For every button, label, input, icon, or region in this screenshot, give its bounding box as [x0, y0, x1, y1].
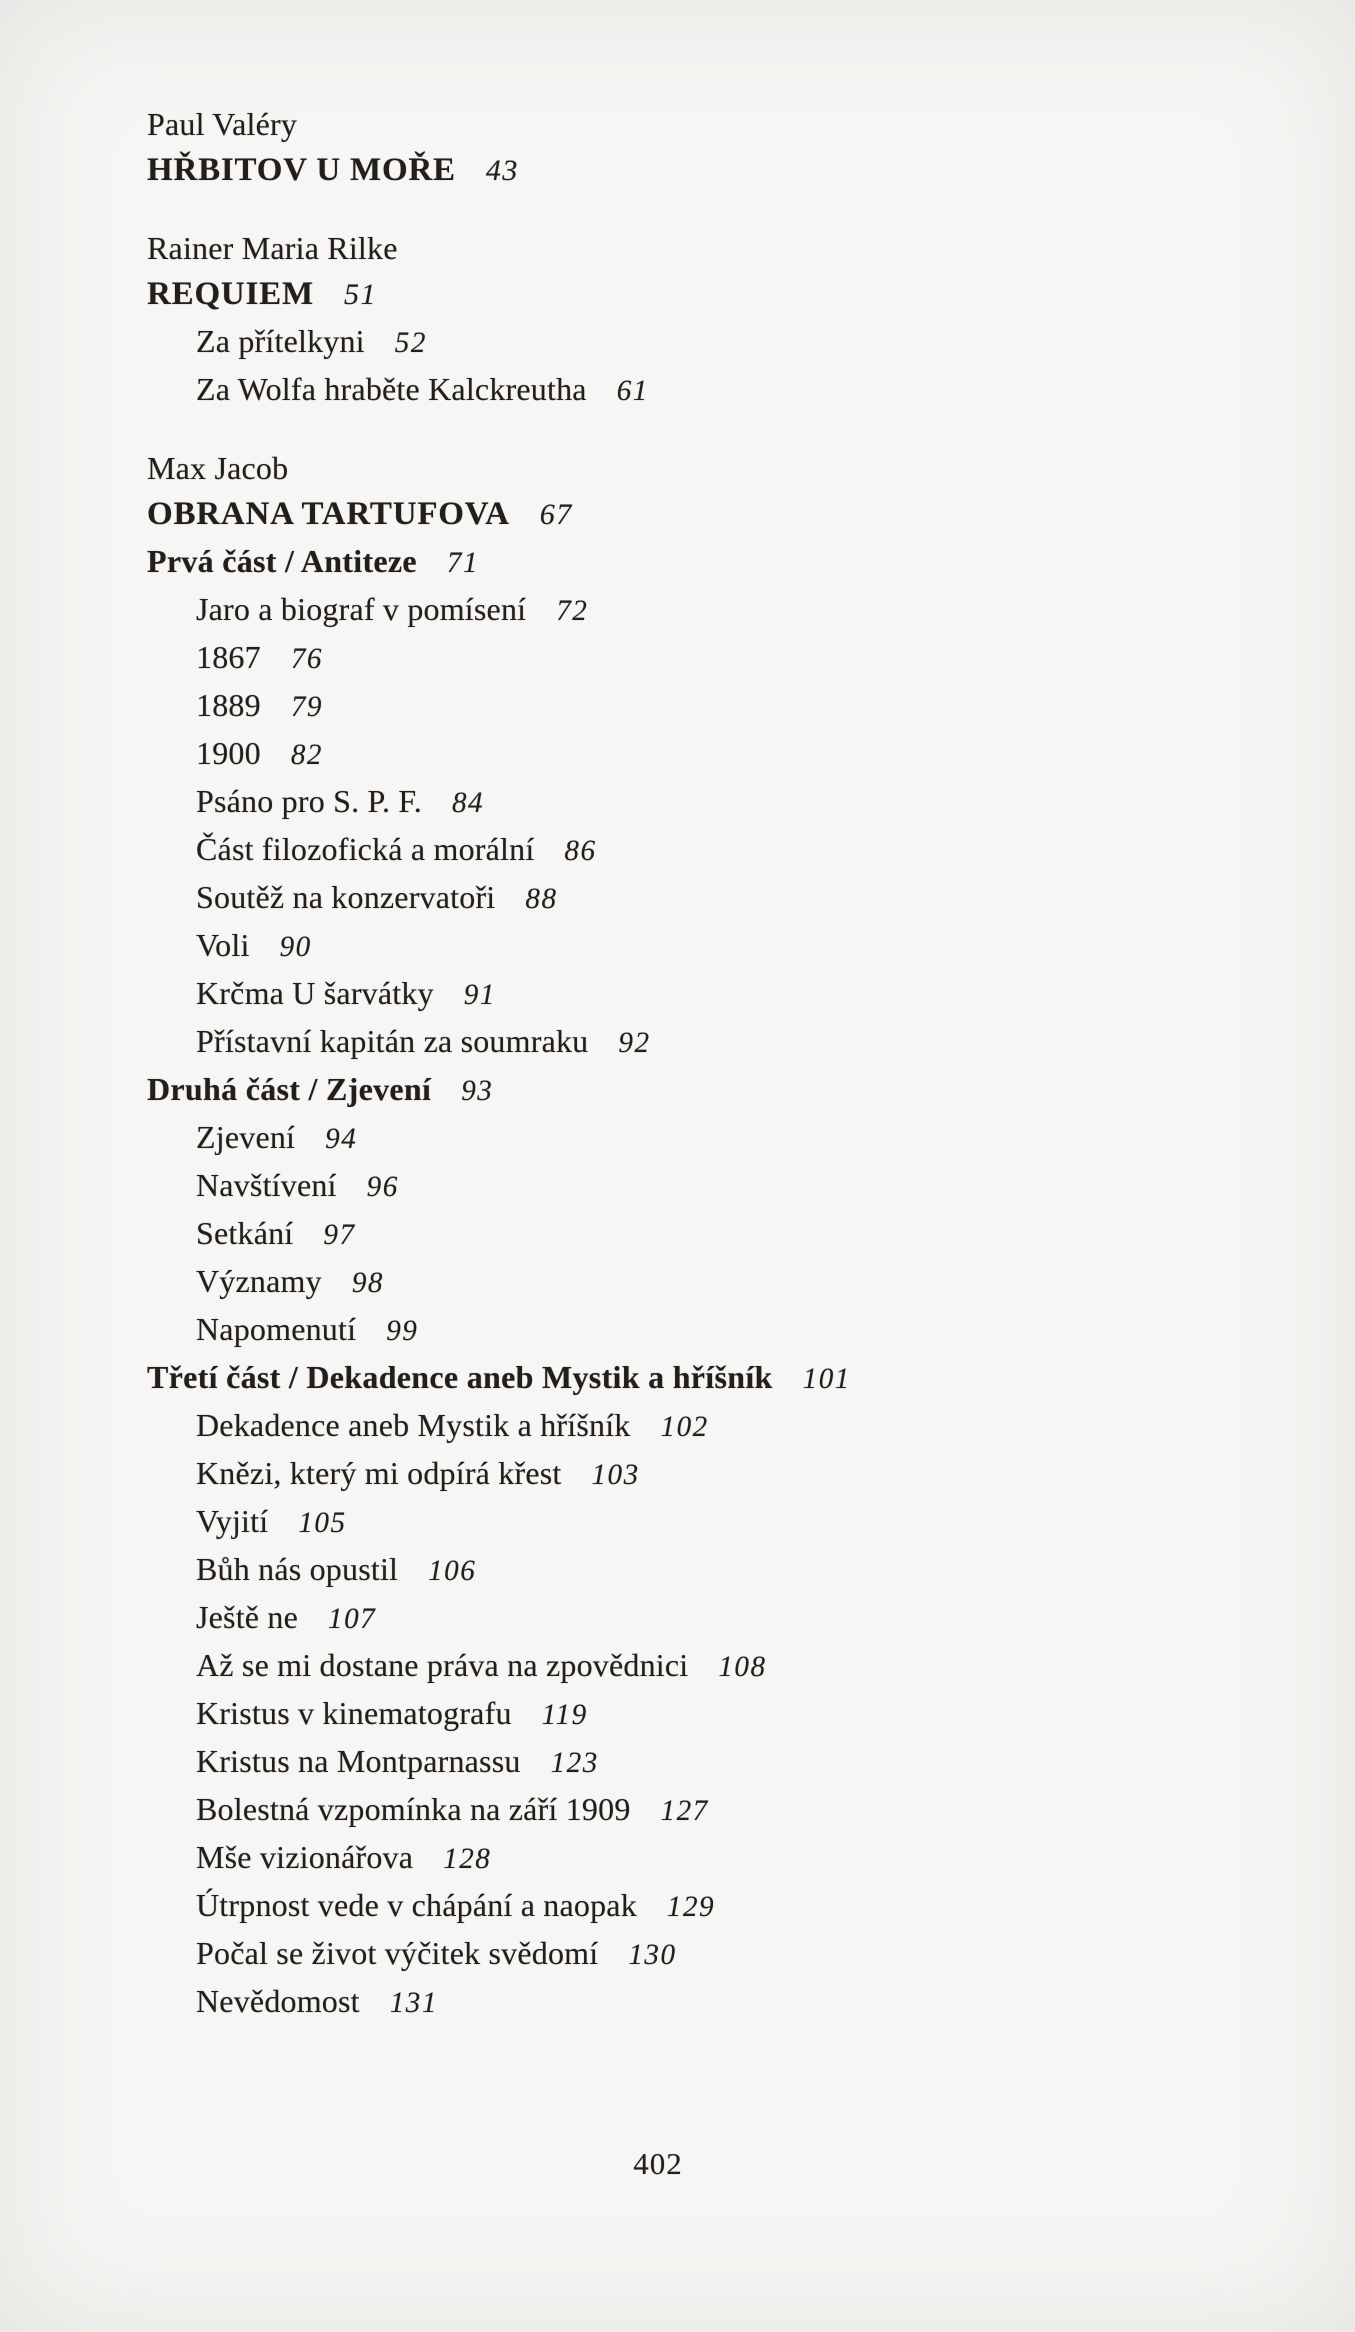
toc-entry-pagenum: 79 — [290, 691, 323, 723]
toc-entry-label: Přístavní kapitán za soumraku — [196, 1023, 589, 1059]
toc-entry-pagenum: 127 — [660, 1795, 709, 1827]
toc-entry-label: Nevědomost — [196, 1983, 360, 2019]
toc-entry-item — [147, 1498, 1307, 1546]
toc-entry-label: Psáno pro S. P. F. — [196, 783, 422, 819]
toc-entry-label: Paul Valéry — [147, 106, 298, 142]
toc-entry-pagenum: 119 — [541, 1699, 588, 1731]
toc-entry-pagenum: 98 — [351, 1267, 384, 1299]
toc-entry-label: Útrpnost vede v chápání a naopak — [196, 1887, 637, 1923]
toc-entry-item — [147, 1978, 1307, 2026]
toc-entry-item — [147, 970, 1307, 1018]
toc-entry-section — [147, 1354, 1307, 1402]
toc-entry-item — [147, 1162, 1307, 1210]
toc-entry-label: Kristus v kinematografu — [196, 1695, 512, 1731]
toc-entry-label: Za přítelkyni — [196, 323, 365, 359]
toc-entry-label: Bolestná vzpomínka na září 1909 — [196, 1791, 631, 1827]
toc-entry-label: Krčma U šarvátky — [196, 975, 434, 1011]
toc-entry-pagenum: 84 — [452, 787, 485, 819]
toc-entry-pagenum: 91 — [463, 979, 496, 1011]
toc-entry-title — [147, 271, 1307, 318]
toc-entry-pagenum: 86 — [564, 835, 597, 867]
toc-entry-pagenum: 97 — [323, 1219, 356, 1251]
toc-entry-label: OBRANA TARTUFOVA — [147, 496, 510, 532]
toc-entry-title — [147, 147, 1307, 194]
toc-entry-pagenum: 72 — [556, 595, 589, 627]
toc-entry-label: Významy — [196, 1263, 322, 1299]
toc-entry-label: Napomenutí — [196, 1311, 357, 1347]
toc-entry-pagenum: 102 — [660, 1411, 709, 1443]
toc-entry-label: Počal se život výčitek svědomí — [196, 1935, 599, 1971]
toc-entry-section — [147, 538, 1307, 586]
toc-entry-pagenum: 99 — [386, 1315, 419, 1347]
toc-entry-pagenum: 76 — [290, 643, 323, 675]
table-of-contents — [147, 101, 1307, 2026]
toc-entry-pagenum: 88 — [525, 883, 558, 915]
toc-entry-label: Max Jacob — [147, 450, 289, 486]
toc-entry-item — [147, 1306, 1307, 1354]
toc-entry-pagenum: 52 — [394, 327, 427, 359]
toc-entry-pagenum: 130 — [628, 1939, 677, 1971]
toc-entry-label: Vyjití — [196, 1503, 269, 1539]
toc-entry-label: Setkání — [196, 1215, 294, 1251]
toc-entry-item — [147, 1738, 1307, 1786]
toc-entry-item — [147, 586, 1307, 634]
page-number: 402 — [633, 2146, 683, 2181]
toc-spacer — [147, 414, 1307, 445]
toc-entry-label: Zjevení — [196, 1119, 296, 1155]
toc-entry-item — [147, 1114, 1307, 1162]
toc-entry-label: Třetí část / Dekadence aneb Mystik a hříšník — [147, 1359, 773, 1395]
toc-entry-item — [147, 1402, 1307, 1450]
toc-entry-item — [147, 1834, 1307, 1882]
toc-entry-label: Navštívení — [196, 1167, 337, 1203]
toc-entry-title — [147, 491, 1307, 538]
toc-entry-pagenum: 105 — [298, 1507, 347, 1539]
toc-entry-label: HŘBITOV U MOŘE — [147, 152, 456, 188]
toc-entry-item — [147, 682, 1307, 730]
toc-entry-item — [147, 1690, 1307, 1738]
toc-entry-item — [147, 366, 1307, 414]
toc-entry-label: Část filozofická a morální — [196, 831, 535, 867]
toc-entry-pagenum: 101 — [802, 1363, 851, 1395]
toc-entry-pagenum: 128 — [443, 1843, 492, 1875]
toc-entry-item — [147, 1210, 1307, 1258]
toc-entry-label: Jaro a biograf v pomísení — [196, 591, 527, 627]
toc-entry-item — [147, 1786, 1307, 1834]
toc-entry-item — [147, 1018, 1307, 1066]
toc-entry-item — [147, 874, 1307, 922]
toc-entry-label: Knězi, který mi odpírá křest — [196, 1455, 562, 1491]
toc-entry-item — [147, 318, 1307, 366]
toc-entry-label: Mše vizionářova — [196, 1839, 414, 1875]
toc-entry-pagenum: 96 — [366, 1171, 399, 1203]
toc-entry-label: Soutěž na konzervatoři — [196, 879, 496, 915]
toc-entry-pagenum: 131 — [389, 1987, 438, 2019]
toc-entry-item — [147, 1450, 1307, 1498]
toc-entry-label: Až se mi dostane práva na zpovědnici — [196, 1647, 689, 1683]
toc-entry-item — [147, 826, 1307, 874]
toc-entry-label: 1889 — [196, 687, 261, 723]
toc-spacer — [147, 194, 1307, 225]
toc-entry-item — [147, 778, 1307, 826]
toc-entry-label: Prvá část / Antiteze — [147, 543, 417, 579]
toc-entry-pagenum: 107 — [328, 1603, 377, 1635]
toc-entry-label: Ještě ne — [196, 1599, 299, 1635]
toc-entry-pagenum: 103 — [591, 1459, 640, 1491]
toc-entry-label: Kristus na Montparnassu — [196, 1743, 521, 1779]
toc-entry-section — [147, 1066, 1307, 1114]
toc-entry-item — [147, 730, 1307, 778]
toc-entry-pagenum: 82 — [290, 739, 323, 771]
toc-entry-pagenum: 90 — [279, 931, 312, 963]
toc-entry-pagenum: 51 — [343, 278, 377, 311]
toc-entry-item — [147, 1594, 1307, 1642]
toc-entry-author — [147, 225, 1307, 271]
toc-entry-item — [147, 1930, 1307, 1978]
toc-entry-label: 1900 — [196, 735, 261, 771]
toc-entry-label: Za Wolfa hraběte Kalckreutha — [196, 371, 587, 407]
toc-entry-label: Bůh nás opustil — [196, 1551, 399, 1587]
toc-entry-label: Voli — [196, 927, 250, 963]
toc-entry-pagenum: 123 — [550, 1747, 599, 1779]
toc-entry-item — [147, 1882, 1307, 1930]
toc-entry-label: Druhá část / Zjevení — [147, 1071, 432, 1107]
toc-entry-item — [147, 1642, 1307, 1690]
toc-entry-author — [147, 101, 1307, 147]
toc-entry-pagenum: 92 — [618, 1027, 651, 1059]
toc-entry-pagenum: 93 — [461, 1075, 494, 1107]
toc-entry-label: 1867 — [196, 639, 261, 675]
toc-entry-item — [147, 1258, 1307, 1306]
toc-entry-pagenum: 94 — [325, 1123, 358, 1155]
toc-entry-pagenum: 71 — [446, 547, 480, 579]
toc-entry-pagenum: 67 — [539, 498, 573, 531]
toc-entry-label: Dekadence aneb Mystik a hříšník — [196, 1407, 631, 1443]
toc-entry-pagenum: 129 — [666, 1891, 716, 1923]
toc-entry-item — [147, 634, 1307, 682]
toc-entry-label: REQUIEM — [147, 276, 314, 312]
toc-entry-label: Rainer Maria Rilke — [147, 230, 398, 266]
toc-entry-pagenum: 108 — [718, 1651, 767, 1683]
toc-entry-item — [147, 1546, 1307, 1594]
toc-entry-pagenum: 61 — [616, 375, 649, 407]
toc-entry-author — [147, 445, 1307, 491]
toc-entry-pagenum: 43 — [485, 154, 519, 187]
toc-entry-item — [147, 922, 1307, 970]
toc-entry-pagenum: 106 — [428, 1555, 477, 1587]
